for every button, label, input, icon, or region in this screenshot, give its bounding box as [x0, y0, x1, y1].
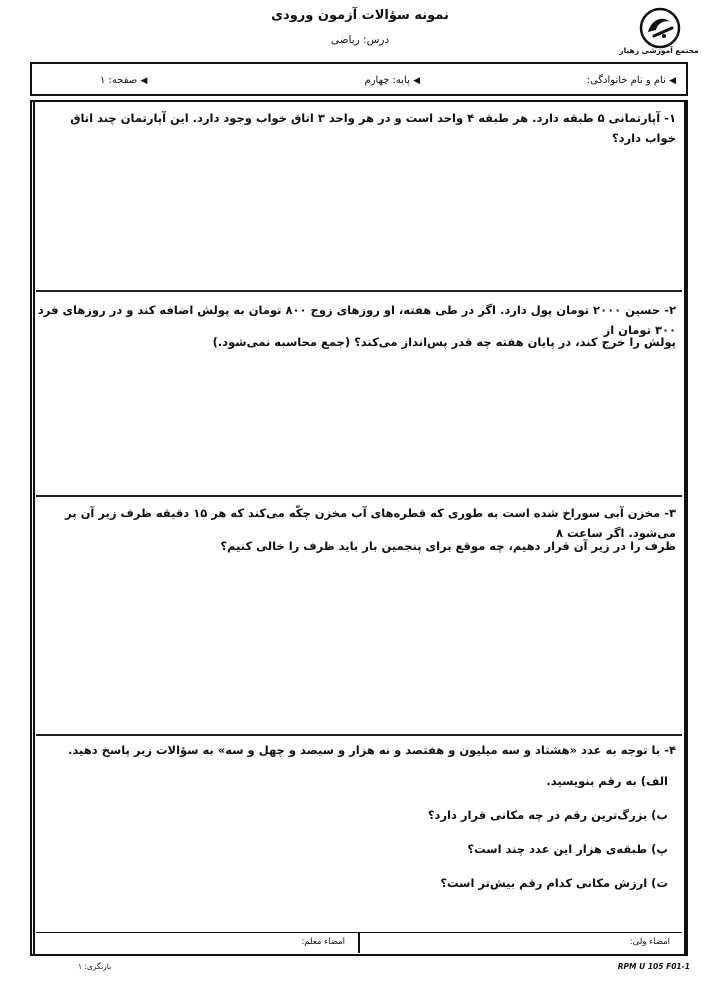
page-field [100, 75, 147, 86]
question-number: ۴- [664, 743, 676, 757]
question-text: پولش را خرج کند، در پایان هفته چه قدر پس‌انداز می‌کند؟ (جمع محاسبه نمی‌شود.) [212, 335, 676, 349]
logo-caption: مجتمع آموزشی رهیار [619, 46, 699, 55]
page-label: صفحه: ۱ [100, 75, 138, 86]
question-text: با توجه به عدد «هشتاد و سه میلیون و هفتصد و نه هزار و سیصد و چهل و سه» به سؤالات زیر پاسخ دهید. [68, 743, 661, 757]
question-number: ۱- [664, 111, 676, 125]
page-title: نمونه سؤالات آزمون ورودی [271, 8, 449, 23]
subject-label: درس: ریاضی [330, 34, 390, 46]
divider [36, 734, 682, 736]
teacher-signature-label: امضاء معلم: [301, 937, 345, 947]
border-line [684, 102, 686, 954]
sub-question-t: ت) ارزش مکانی کدام رقم بیش‌تر است؟ [440, 876, 668, 890]
question-number: ۲- [664, 303, 676, 317]
sub-question-a: الف) به رقم بنویسید. [546, 774, 668, 788]
divider [36, 495, 682, 497]
form-code: RPM U 105 F01-1 [617, 962, 690, 971]
question-number: ۳- [664, 506, 676, 520]
question-4 [36, 740, 676, 760]
arrow-left-icon: ◀ [413, 76, 420, 86]
question-text: مخزن آبی سوراخ شده است به طوری که قطره‌های آب مخزن چکّه می‌کند که هر ۱۵ دقیقه ظرف زیر آن پر می‌شود. اگر ساعت ۸ [65, 506, 676, 540]
question-1 [36, 108, 676, 148]
grade-label: پایه: چهارم [364, 75, 410, 86]
signature-divider [358, 933, 360, 953]
name-label: نام و نام خانوادگی: [586, 75, 666, 86]
revision-label: بازنگری: ۱ [78, 962, 112, 971]
question-text: ظرف را در زیر آن قرار دهیم، چه موقع برای پنجمین بار باید ظرف را خالی کنیم؟ [220, 539, 676, 553]
question-3-line-2 [36, 536, 676, 556]
sub-question-b: ب) بزرگ‌ترین رقم در چه مکانی قرار دارد؟ [427, 808, 668, 822]
border-line [33, 102, 35, 954]
grade-field [365, 75, 421, 86]
question-text: حسین ۲۰۰۰ تومان پول دارد. اگر در طی هفته، او روزهای زوج ۸۰۰ تومان به پولش اضافه کند و در روزهای فرد ۳۰۰ تومان از [37, 303, 676, 337]
question-text: آپارتمانی ۵ طبقه دارد. هر طبقه ۴ واحد است و در هر واحد ۳ اتاق خواب وجود دارد. این آپارتمان چند اتاق خواب دارد؟ [70, 111, 676, 145]
arrow-left-icon: ◀ [669, 76, 676, 86]
name-field [587, 75, 676, 86]
arrow-left-icon: ◀ [140, 76, 148, 86]
parent-signature-label: امضاء ولی: [629, 937, 670, 947]
sub-question-p: پ) طبقه‌ی هزار این عدد چند است؟ [467, 842, 668, 856]
divider [36, 290, 682, 292]
question-2-line-2 [36, 332, 676, 352]
